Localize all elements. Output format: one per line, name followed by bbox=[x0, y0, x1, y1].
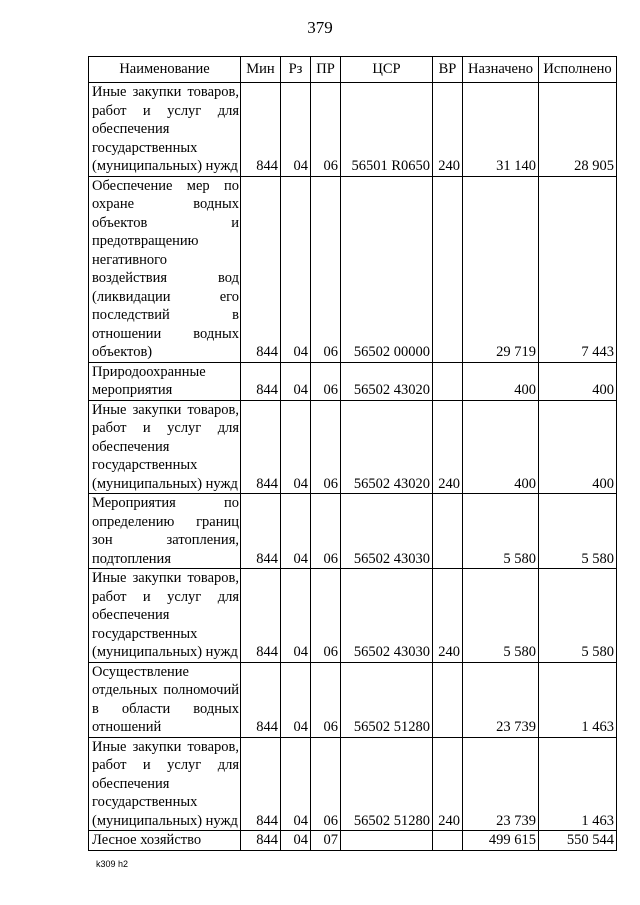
cell-vr: 240 bbox=[433, 737, 463, 831]
cell-executed: 7 443 bbox=[539, 176, 617, 362]
cell-pr: 06 bbox=[311, 83, 341, 177]
cell-csr: 56502 51280 bbox=[341, 737, 433, 831]
header-name: Наименование bbox=[89, 57, 241, 83]
cell-name: Иные закупки товаров, работ и услуг для обеспечения государственных (муниципальных) нужд bbox=[89, 569, 241, 663]
cell-pr: 06 bbox=[311, 494, 341, 569]
header-min: Мин bbox=[241, 57, 281, 83]
cell-vr bbox=[433, 176, 463, 362]
cell-rz: 04 bbox=[281, 831, 311, 851]
cell-name: Иные закупки товаров, работ и услуг для обеспечения государственных (муниципальных) нужд bbox=[89, 83, 241, 177]
cell-vr bbox=[433, 494, 463, 569]
cell-name: Лесное хозяйство bbox=[89, 831, 241, 851]
cell-csr: 56502 43020 bbox=[341, 400, 433, 494]
cell-assigned: 31 140 bbox=[463, 83, 539, 177]
table-body bbox=[89, 83, 617, 851]
header-pr: ПР bbox=[311, 57, 341, 83]
cell-rz: 04 bbox=[281, 662, 311, 737]
footer-code: k309 h2 bbox=[96, 859, 129, 869]
cell-pr: 06 bbox=[311, 662, 341, 737]
cell-assigned: 400 bbox=[463, 362, 539, 400]
cell-assigned: 499 615 bbox=[463, 831, 539, 851]
cell-pr: 06 bbox=[311, 400, 341, 494]
table-row bbox=[89, 362, 617, 400]
cell-csr: 56502 43030 bbox=[341, 494, 433, 569]
cell-executed: 1 463 bbox=[539, 662, 617, 737]
table-row bbox=[89, 400, 617, 494]
cell-pr: 06 bbox=[311, 176, 341, 362]
cell-csr: 56502 43030 bbox=[341, 569, 433, 663]
cell-pr: 06 bbox=[311, 737, 341, 831]
table-row bbox=[89, 569, 617, 663]
cell-pr: 06 bbox=[311, 569, 341, 663]
cell-assigned: 5 580 bbox=[463, 569, 539, 663]
cell-name: Обеспечение мер по охране водных объектов и предотвращению негативного воздействия вод (ликвидации его последствий в отношении водных объектов) bbox=[89, 176, 241, 362]
cell-min: 844 bbox=[241, 737, 281, 831]
table-row bbox=[89, 83, 617, 177]
cell-executed: 5 580 bbox=[539, 569, 617, 663]
table-row bbox=[89, 831, 617, 851]
cell-executed: 1 463 bbox=[539, 737, 617, 831]
cell-vr bbox=[433, 362, 463, 400]
header-rz: Рз bbox=[281, 57, 311, 83]
cell-min: 844 bbox=[241, 569, 281, 663]
cell-pr: 06 bbox=[311, 362, 341, 400]
cell-min: 844 bbox=[241, 83, 281, 177]
cell-csr bbox=[341, 831, 433, 851]
cell-assigned: 23 739 bbox=[463, 737, 539, 831]
table-row bbox=[89, 176, 617, 362]
cell-executed: 28 905 bbox=[539, 83, 617, 177]
cell-min: 844 bbox=[241, 831, 281, 851]
table-row bbox=[89, 662, 617, 737]
cell-vr bbox=[433, 662, 463, 737]
cell-name: Мероприятия по определению границ зон затопления, подтопления bbox=[89, 494, 241, 569]
header-assigned: Назначено bbox=[463, 57, 539, 83]
cell-vr: 240 bbox=[433, 569, 463, 663]
cell-executed: 400 bbox=[539, 400, 617, 494]
cell-rz: 04 bbox=[281, 737, 311, 831]
page-number: 379 bbox=[307, 18, 333, 37]
header-executed: Исполнено bbox=[539, 57, 617, 83]
cell-vr: 240 bbox=[433, 400, 463, 494]
header-vr: ВР bbox=[433, 57, 463, 83]
cell-min: 844 bbox=[241, 494, 281, 569]
cell-min: 844 bbox=[241, 400, 281, 494]
table-row bbox=[89, 494, 617, 569]
cell-rz: 04 bbox=[281, 176, 311, 362]
cell-rz: 04 bbox=[281, 400, 311, 494]
cell-min: 844 bbox=[241, 176, 281, 362]
cell-assigned: 29 719 bbox=[463, 176, 539, 362]
cell-executed: 5 580 bbox=[539, 494, 617, 569]
cell-rz: 04 bbox=[281, 362, 311, 400]
header-csr: ЦСР bbox=[341, 57, 433, 83]
cell-executed: 400 bbox=[539, 362, 617, 400]
cell-assigned: 23 739 bbox=[463, 662, 539, 737]
cell-min: 844 bbox=[241, 362, 281, 400]
cell-vr: 240 bbox=[433, 83, 463, 177]
table-header-row bbox=[89, 57, 617, 83]
table-row bbox=[89, 737, 617, 831]
cell-name: Природоохранные мероприятия bbox=[89, 362, 241, 400]
cell-executed: 550 544 bbox=[539, 831, 617, 851]
budget-table bbox=[88, 56, 617, 851]
cell-name: Иные закупки товаров, работ и услуг для обеспечения государственных (муниципальных) нужд bbox=[89, 400, 241, 494]
cell-rz: 04 bbox=[281, 83, 311, 177]
cell-csr: 56502 51280 bbox=[341, 662, 433, 737]
cell-csr: 56502 43020 bbox=[341, 362, 433, 400]
cell-csr: 56502 00000 bbox=[341, 176, 433, 362]
cell-min: 844 bbox=[241, 662, 281, 737]
cell-csr: 56501 R0650 bbox=[341, 83, 433, 177]
cell-rz: 04 bbox=[281, 569, 311, 663]
cell-rz: 04 bbox=[281, 494, 311, 569]
cell-name: Осуществление отдельных полномочий в области водных отношений bbox=[89, 662, 241, 737]
cell-assigned: 5 580 bbox=[463, 494, 539, 569]
cell-vr bbox=[433, 831, 463, 851]
cell-name: Иные закупки товаров, работ и услуг для обеспечения государственных (муниципальных) нужд bbox=[89, 737, 241, 831]
cell-pr: 07 bbox=[311, 831, 341, 851]
cell-assigned: 400 bbox=[463, 400, 539, 494]
